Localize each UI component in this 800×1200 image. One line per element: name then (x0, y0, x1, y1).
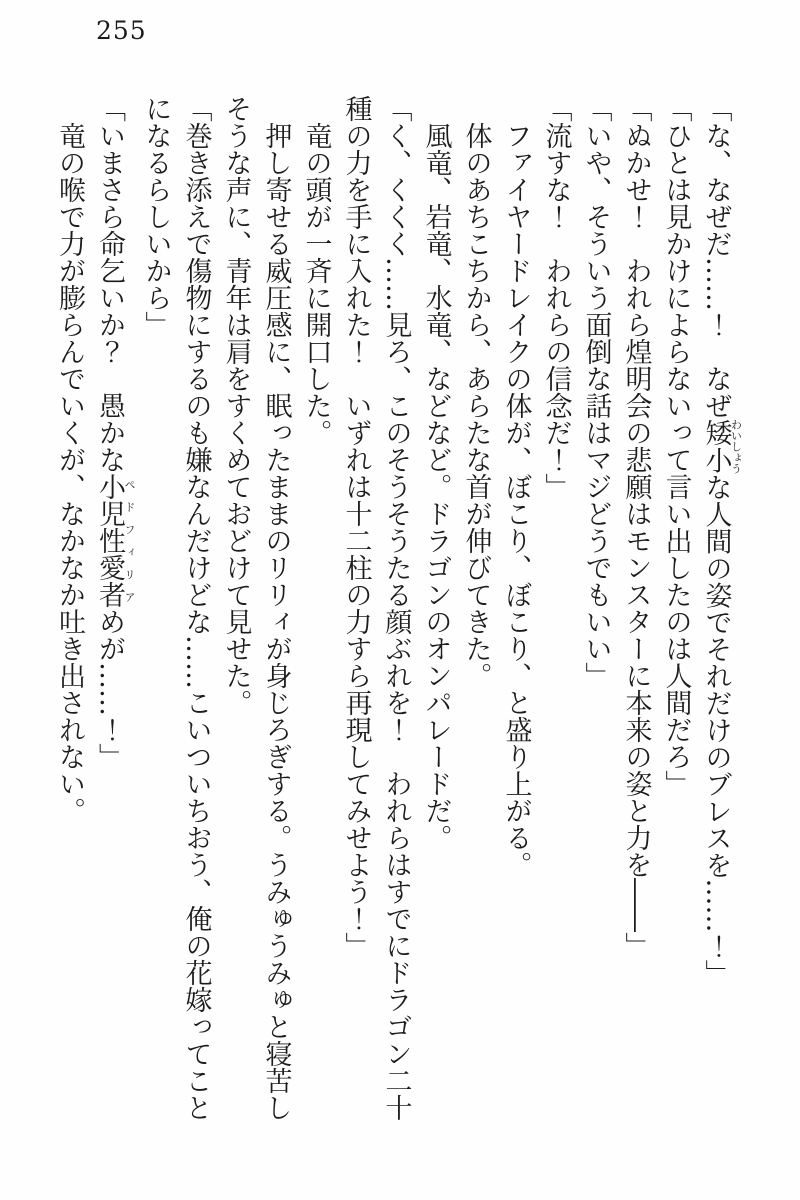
furigana-reading: わいしょう (729, 418, 743, 474)
vertical-text-block (54, 95, 743, 1135)
text-line: 押し寄せる威圧感に、眠ったままのリリィが身じろぎする。うみゅうみゅと寝苦し (260, 122, 292, 1121)
text-line: 種の力を手に入れた！ いずれは十二柱の力すら再現してみせよう！」 (340, 95, 372, 959)
text-line: になるらしいから」 (140, 95, 172, 338)
text-line: 「ひとは見かけによらないって言い出したのは人間だろ」 (660, 95, 692, 797)
page-number: 255 (96, 16, 147, 45)
text-line: 竜の頭が一斉に開口した。 (300, 122, 332, 446)
text-line: 「く、くくく……見ろ、このそうそうたる顔ぶれを！ われらはすでにドラゴン二十 (380, 95, 412, 1121)
text-line: 「巻き添えで傷物にするのも嫌なんだけどな……こいついちおう、俺の花嫁ってこと (180, 95, 212, 1121)
furigana-term: 小児性愛者ペドフィリア (94, 473, 136, 608)
text-line: 体のあちこちから、あらたな首が伸びてきた。 (460, 122, 492, 689)
text-line: 「いまさら命乞いか？ 愚かな小児性愛者ペドフィリアめが……！」 (94, 95, 136, 770)
text-line: そうな声に、青年は肩をすくめておどけて見せた。 (220, 95, 252, 716)
text-line: 「いや、そういう面倒な話はマジどうでもいい」 (580, 95, 612, 689)
furigana-reading: ペドフィリア (123, 473, 136, 608)
text-line: 「ぬかせ！ われら煌明会の悲願はモンスターに本来の姿と力を――」 (620, 95, 652, 959)
text-line: ファイヤードレイクの体が、ぼこり、ぼこり、と盛り上がる。 (500, 122, 532, 878)
text-line: 「流すな！ われらの信念だ！」 (540, 95, 572, 500)
text-line: 風竜、岩竜、水竜、などなど。ドラゴンのオンパレードだ。 (420, 122, 452, 851)
furigana-term: 矮小わいしょう (700, 418, 743, 474)
text-line: 竜の喉で力が膨らんでいくが、なかなか吐き出されない。 (54, 122, 85, 824)
text-line: 「な、なぜだ……！ なぜ矮小わいしょうな人間の姿でそれだけのブレスを……！」 (700, 95, 743, 987)
